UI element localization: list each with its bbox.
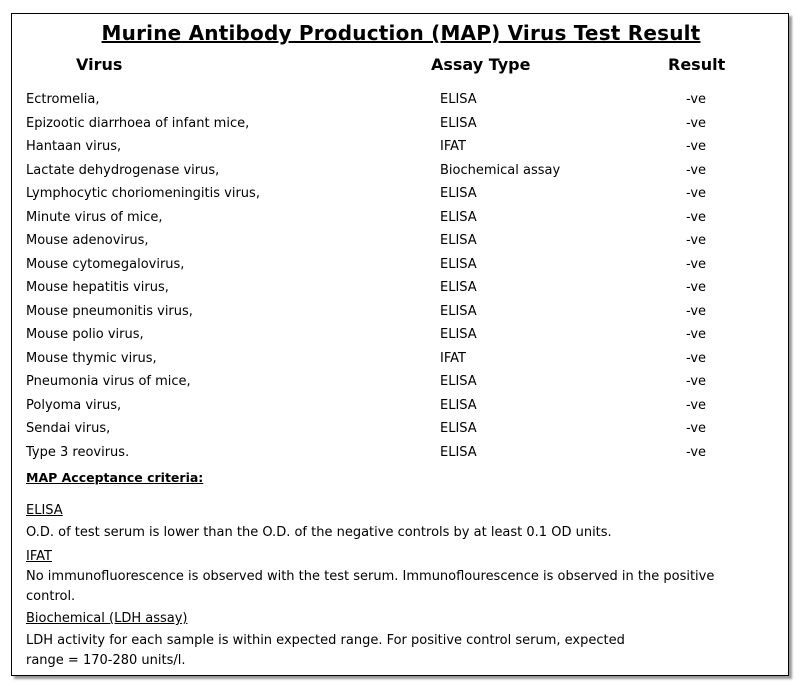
assay-cell: Biochemical assay <box>440 162 561 178</box>
assay-cell: ELISA <box>440 421 477 436</box>
biochemical-criteria-text-line1: LDH activity for each sample is within expected range. For positive control serum, expected <box>26 633 625 648</box>
column-header-assay-type: Assay Type <box>431 55 531 74</box>
result-cell: -ve <box>686 256 707 272</box>
virus-cell: Epizootic diarrhoea of infant mice, <box>26 115 250 131</box>
table-row <box>26 351 786 375</box>
virus-cell: Lactate dehydrogenase virus, <box>26 162 220 178</box>
table-row <box>26 327 786 351</box>
biochemical-criteria-heading: Biochemical (LDH assay) <box>26 611 188 626</box>
virus-cell: Ectromelia, <box>26 92 100 107</box>
virus-cell: Minute virus of mice, <box>26 209 163 225</box>
assay-cell: ELISA <box>440 303 477 319</box>
assay-cell: ELISA <box>440 327 477 342</box>
table-row <box>26 257 786 281</box>
result-cell: -ve <box>686 374 707 389</box>
virus-cell: Mouse cytomegalovirus, <box>26 256 185 272</box>
ifat-criteria-text: No immunofluorescence is observed with the test serum. Immunoflourescence is observed in the positive control. <box>26 569 715 604</box>
table-row <box>26 210 786 234</box>
elisa-criteria-heading: ELISA <box>26 503 63 518</box>
virus-cell: Lymphocytic choriomeningitis virus, <box>26 186 260 201</box>
result-cell: -ve <box>686 162 707 178</box>
result-cell: -ve <box>686 92 707 107</box>
table-row <box>26 280 786 304</box>
table-row <box>26 163 786 187</box>
table-row <box>26 233 786 257</box>
assay-cell: ELISA <box>440 444 477 460</box>
assay-cell: ELISA <box>440 186 477 201</box>
result-cell: -ve <box>686 186 707 201</box>
table-row <box>26 186 786 210</box>
column-header-result: Result <box>668 55 726 74</box>
result-cell: -ve <box>686 303 707 319</box>
result-cell: -ve <box>686 233 707 248</box>
assay-cell: ELISA <box>440 209 477 225</box>
result-cell: -ve <box>686 139 707 154</box>
elisa-criteria-text: O.D. of test serum is lower than the O.D. of the negative controls by at least 0.1 OD units. <box>26 525 612 540</box>
table-row <box>26 92 786 116</box>
result-cell: -ve <box>686 209 707 225</box>
virus-cell: Polyoma virus, <box>26 397 122 413</box>
table-row <box>26 116 786 140</box>
virus-cell: Mouse adenovirus, <box>26 233 149 248</box>
document-title: Murine Antibody Production (MAP) Virus Test Result <box>101 21 701 45</box>
assay-cell: ELISA <box>440 92 477 107</box>
assay-cell: IFAT <box>440 139 466 154</box>
ifat-criteria-heading: IFAT <box>26 549 52 564</box>
table-row <box>26 139 786 163</box>
virus-cell: Mouse pneumonitis virus, <box>26 303 193 319</box>
table-row <box>26 421 786 445</box>
assay-cell: ELISA <box>440 280 477 295</box>
table-row <box>26 304 786 328</box>
result-cell: -ve <box>686 444 707 460</box>
assay-cell: ELISA <box>440 256 477 272</box>
acceptance-criteria-title: MAP Acceptance criteria: <box>26 470 204 485</box>
virus-cell: Mouse hepatitis virus, <box>26 280 169 295</box>
virus-cell: Mouse polio virus, <box>26 327 144 342</box>
biochemical-criteria-text-line2: range = 170-280 units/l. <box>26 653 186 668</box>
results-table <box>26 92 786 468</box>
assay-cell: ELISA <box>440 233 477 248</box>
result-cell: -ve <box>686 397 707 413</box>
table-row <box>26 374 786 398</box>
table-row <box>26 445 786 469</box>
assay-cell: ELISA <box>440 397 477 413</box>
result-document <box>11 13 789 676</box>
virus-cell: Mouse thymic virus, <box>26 350 157 366</box>
column-header-virus: Virus <box>76 55 123 74</box>
assay-cell: IFAT <box>440 350 466 366</box>
virus-cell: Type 3 reovirus. <box>26 444 130 460</box>
result-cell: -ve <box>686 327 707 342</box>
result-cell: -ve <box>686 421 707 436</box>
assay-cell: ELISA <box>440 374 477 389</box>
virus-cell: Sendai virus, <box>26 421 111 436</box>
virus-cell: Pneumonia virus of mice, <box>26 374 191 389</box>
virus-cell: Hantaan virus, <box>26 139 122 154</box>
result-cell: -ve <box>686 280 707 295</box>
assay-cell: ELISA <box>440 115 477 131</box>
result-cell: -ve <box>686 350 707 366</box>
result-cell: -ve <box>686 115 707 131</box>
table-row <box>26 398 786 422</box>
